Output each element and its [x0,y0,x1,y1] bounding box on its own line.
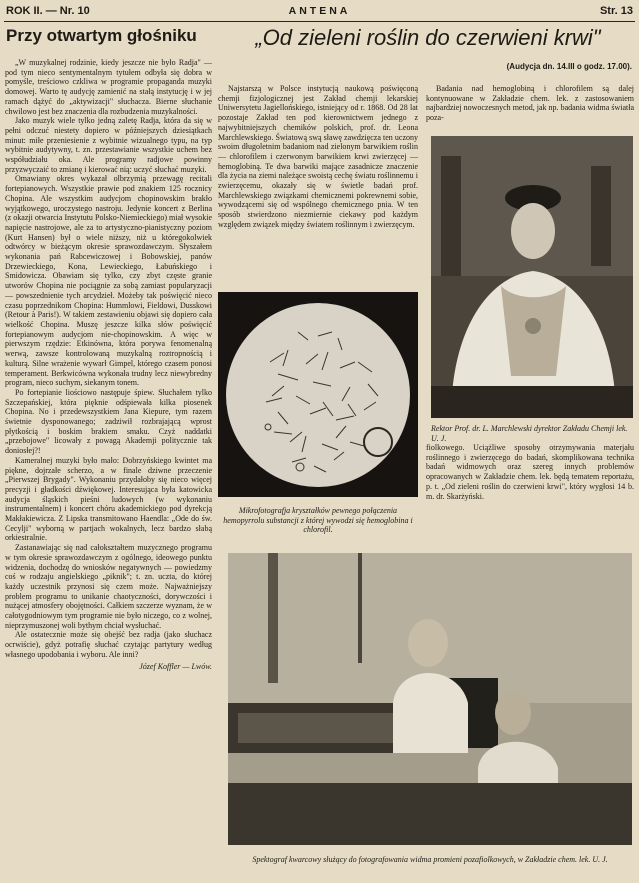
right-article-subtitle: (Audycja dn. 14.III o godz. 17.00). [506,62,632,71]
left-article-body [5,58,212,848]
paragraph: Ale ostatecznie może się obejść bez radja (jako słuchacz ocrwiście), gdyż potrafię słuchać czytając partytury według własnego upodobania i wyboru. Ale inni? [5,630,212,659]
right-article-body-mid [218,84,418,286]
micrograph-photo [218,292,418,497]
magazine-title: ANTENA [288,5,351,17]
laboratory-caption: Spektograf kwarcowy służący do fotografowania widma promieni pozafiolkowych, w Zakładzie chem. lek. U. J. [252,855,608,864]
paragraph: Zastanawiając się nad całokształtem muzycznego programu w tym okresie sprawozdawczym z ogólnego, ideowego punktu widzenia, dochodzę do wniosków negatywnych — powiedzmy coś w rodzaju angielskiego „piknik"; t. zn. uczta, do której każdy uczestnik przynosi się czem może. Najważniejszy problem programu to unikanie chaotyczności, dorywczości i nużącej atmosfery obojętności. Całkiem szczerze wyznam, że w całotygodniowym tym programie nie było niczego, co z wolnej, nieprzymuszonej woli bythym chciał wysłuchać. [5,543,212,630]
laboratory-photo [228,553,632,845]
right-article-body-top [426,84,634,126]
paragraph: fiolkowego. Uciążliwe sposoby otrzymywania materjału roślinnego i zwierzęcego do badań, skomplikowana technika badań widmowych oraz szereg innych problemów opracowanych w Zakładzie chem. lek. będą tematem reportażu, p. t. „Od zieleni roślin do czerwieni krwi", który wygłosi 14 b. m. dr. Skarżyński. [426,443,634,501]
paragraph: Kameralnej muzyki było mało: Dobrzyńskiego kwintet ma piękne, dojrzałe scherzo, a w finale dziwne przeczenie „Pierwszej Brygady". Wykonaniu przydałoby się nieco więcej precyzji i gładkości dźwiękowej. Interesująca była katowicka audycja śląskich pieśni ludowych (w wykonaniu instrumentalnem) i koncert chóru akademickiego pod dyrekcją Makłakiewicza. Z Lipska transmitowano Haendla: „Ode do św. Cecylji" wyborną w partjach wokalnych, lecz bardzo słabą orkiestralnie. [5,455,212,543]
micrograph-caption: Mikrofotografja kryształków pewnego połączenia hemopyrrolu substancji z której wywodzi się hemoglobina i chlorofil. [223,506,413,535]
paragraph: Najstarszą w Polsce instytucją naukową poświęconą chemji fizjologicznej jest Zakład chemji lekarskiej Uniwersytetu Jagiellońskiego, istniejący od r. 1868. Od 28 lat pozostaje Zakład ten pod kierownictwem jednego z najwybitniejszych chemików polskich, prof. dr. Leona Marchlewskiego. Światową swą sławę zawdzięcza ten uczony swoim długoletnim badaniom nad zielonym barwikiem roślin — chlorofilem i czerwonym barwikiem krwi zwierzęcej — hemoglobiną. Te dwa barwiki mające zasadnicze znaczenie dla życia na ziemi należące swoistą cechę światu roślinnemu i zwierzęcemu, okazały się w świetle badań prof. Marchlewskiego związkami chemicznemi pokrewnemi sobie, wywodzącemi się od wspólnego chemicznego pnia. W ten sposób stwierdzono niezmiernie ciekawy pod każdym względem związek między światem roślinnym i zwierzęcym. [218,84,418,229]
portrait-caption: Rektor Prof. dr. L. Marchlewski dyrektor Zakładu Chemji lek. U. J. [431,424,628,443]
paragraph: Po fortepianie liościowo następuje śpiew. Słuchałem tylko Szczepańskiej, która pięknie odśpiewała kilka piosenek Chopina. No i przedewszystkiem Jana Kiepure, tym razem świetnie dysponowanego; zadziwił rozbrajającą wprost płytkością i boskim brakiem smaku. Czyż naddatki „przebojowe" licowały z powagą Akademji politycznie tak doniosłej?! [5,387,212,456]
author-signature: Józef Koffler — Lwów. [139,661,212,671]
issue-number: ROK II. — Nr. 10 [6,5,90,17]
header-rule [4,21,635,22]
paragraph: Jako muzyk wiele tylko jedną zaletę Radja, która da się w pełni odczuć niestety dopiero w późniejszych dziesiątkach minut: miłe przeniesienie z wybitnie wizualnego typu, na typ wybitnie audytywny, t. zn. przestawianie wszystkie uchem bez współudziału oka. Ale programy radjowe powinny przyzwyczaić to zmianę i kierować nią: uczyć słuchać muzyki. [5,116,212,174]
paragraph: Omawiany okres wykazał olbrzymią przewagę recitali fortepianowych. Wszystkie prawie pod znakiem 125 rocznicy Chopina. Ale wszystkim audycjom chopinowskim brakło wyjątkowego, uroczystego nastroju. Jedynie koncert z Berlina (z okazji otwarcia Instytutu Polsko-Niemieckiego) miał wysokie napięcie nastrojowe, ale za to artystyczno-pianistyczny poziom (Kurt Hansen) był o wiele niższy, niż u któregokolwiek odtwórcy w bieżącym okresie sprawozdawczym. Słyszałem wykonania pań Rabcewiczowej i Bobowskiej, panów Drzewieckiego, Kona, Lewieckiego, Łabuńskiego i Smidowicza. Obawiam się tylko, czy zbyt częste granie utworów Chopina nie pociągnie za sobą zamiast popularyzacji — powszednienie tych arcydzieł. Możeby tak poświęcić nieco czasu poprzednikom Chopina: Hummlowi, Fieldowi, Dusskowi (Retour à Paris!). W takiem zestawieniu objawi się dopiero cała wielkość Chopina. Muszę jeszcze kilka słów poświęcić fortepianowym audycjom nie-chopinowskim. A więc w pierwszym rzędzie: Etkinówna, która porywa fenomenalną werwą, zawsze kontrolowaną muzykalną roztropnością i kulturą. Silne wrażenie wywarł Gimpel, którego czasem ponosi temperament. Berkwicówna wykonała trudny lecz niewybredny program, nieco suchym, siekanym tonem. [5,174,212,388]
paragraph: „W muzykalnej rodzinie, kiedy jeszcze nie było Radja" — pod tym nieco sentymentalnym tytułem odbyła się dobra w pomyśle, treściowo czkliwa w programie propaganda muzyki domowej. Warto tę audycję zamienić na stałą instytucję i w jej ramach dążyć do „aktywizacji" słuchacza. Bierne słuchanie chwilowo jest bez znaczenia dla rozbudzenia muzykalności. [5,58,212,116]
portrait-photo [431,136,633,418]
paragraph: Badania nad hemoglobiną i chlorofilem są dalej kontynuowane w Zakładzie chem. lek. z zastosowaniem najbardziej nowoczesnych metod, jak np. badania widma światła poza- [426,84,634,123]
page-number: Str. 13 [599,5,633,17]
right-article-title: „Od zieleni roślin do czerwieni krwi" [255,25,601,50]
left-article-title: Przy otwartym głośniku [6,26,197,45]
right-article-body-cont [426,443,634,541]
